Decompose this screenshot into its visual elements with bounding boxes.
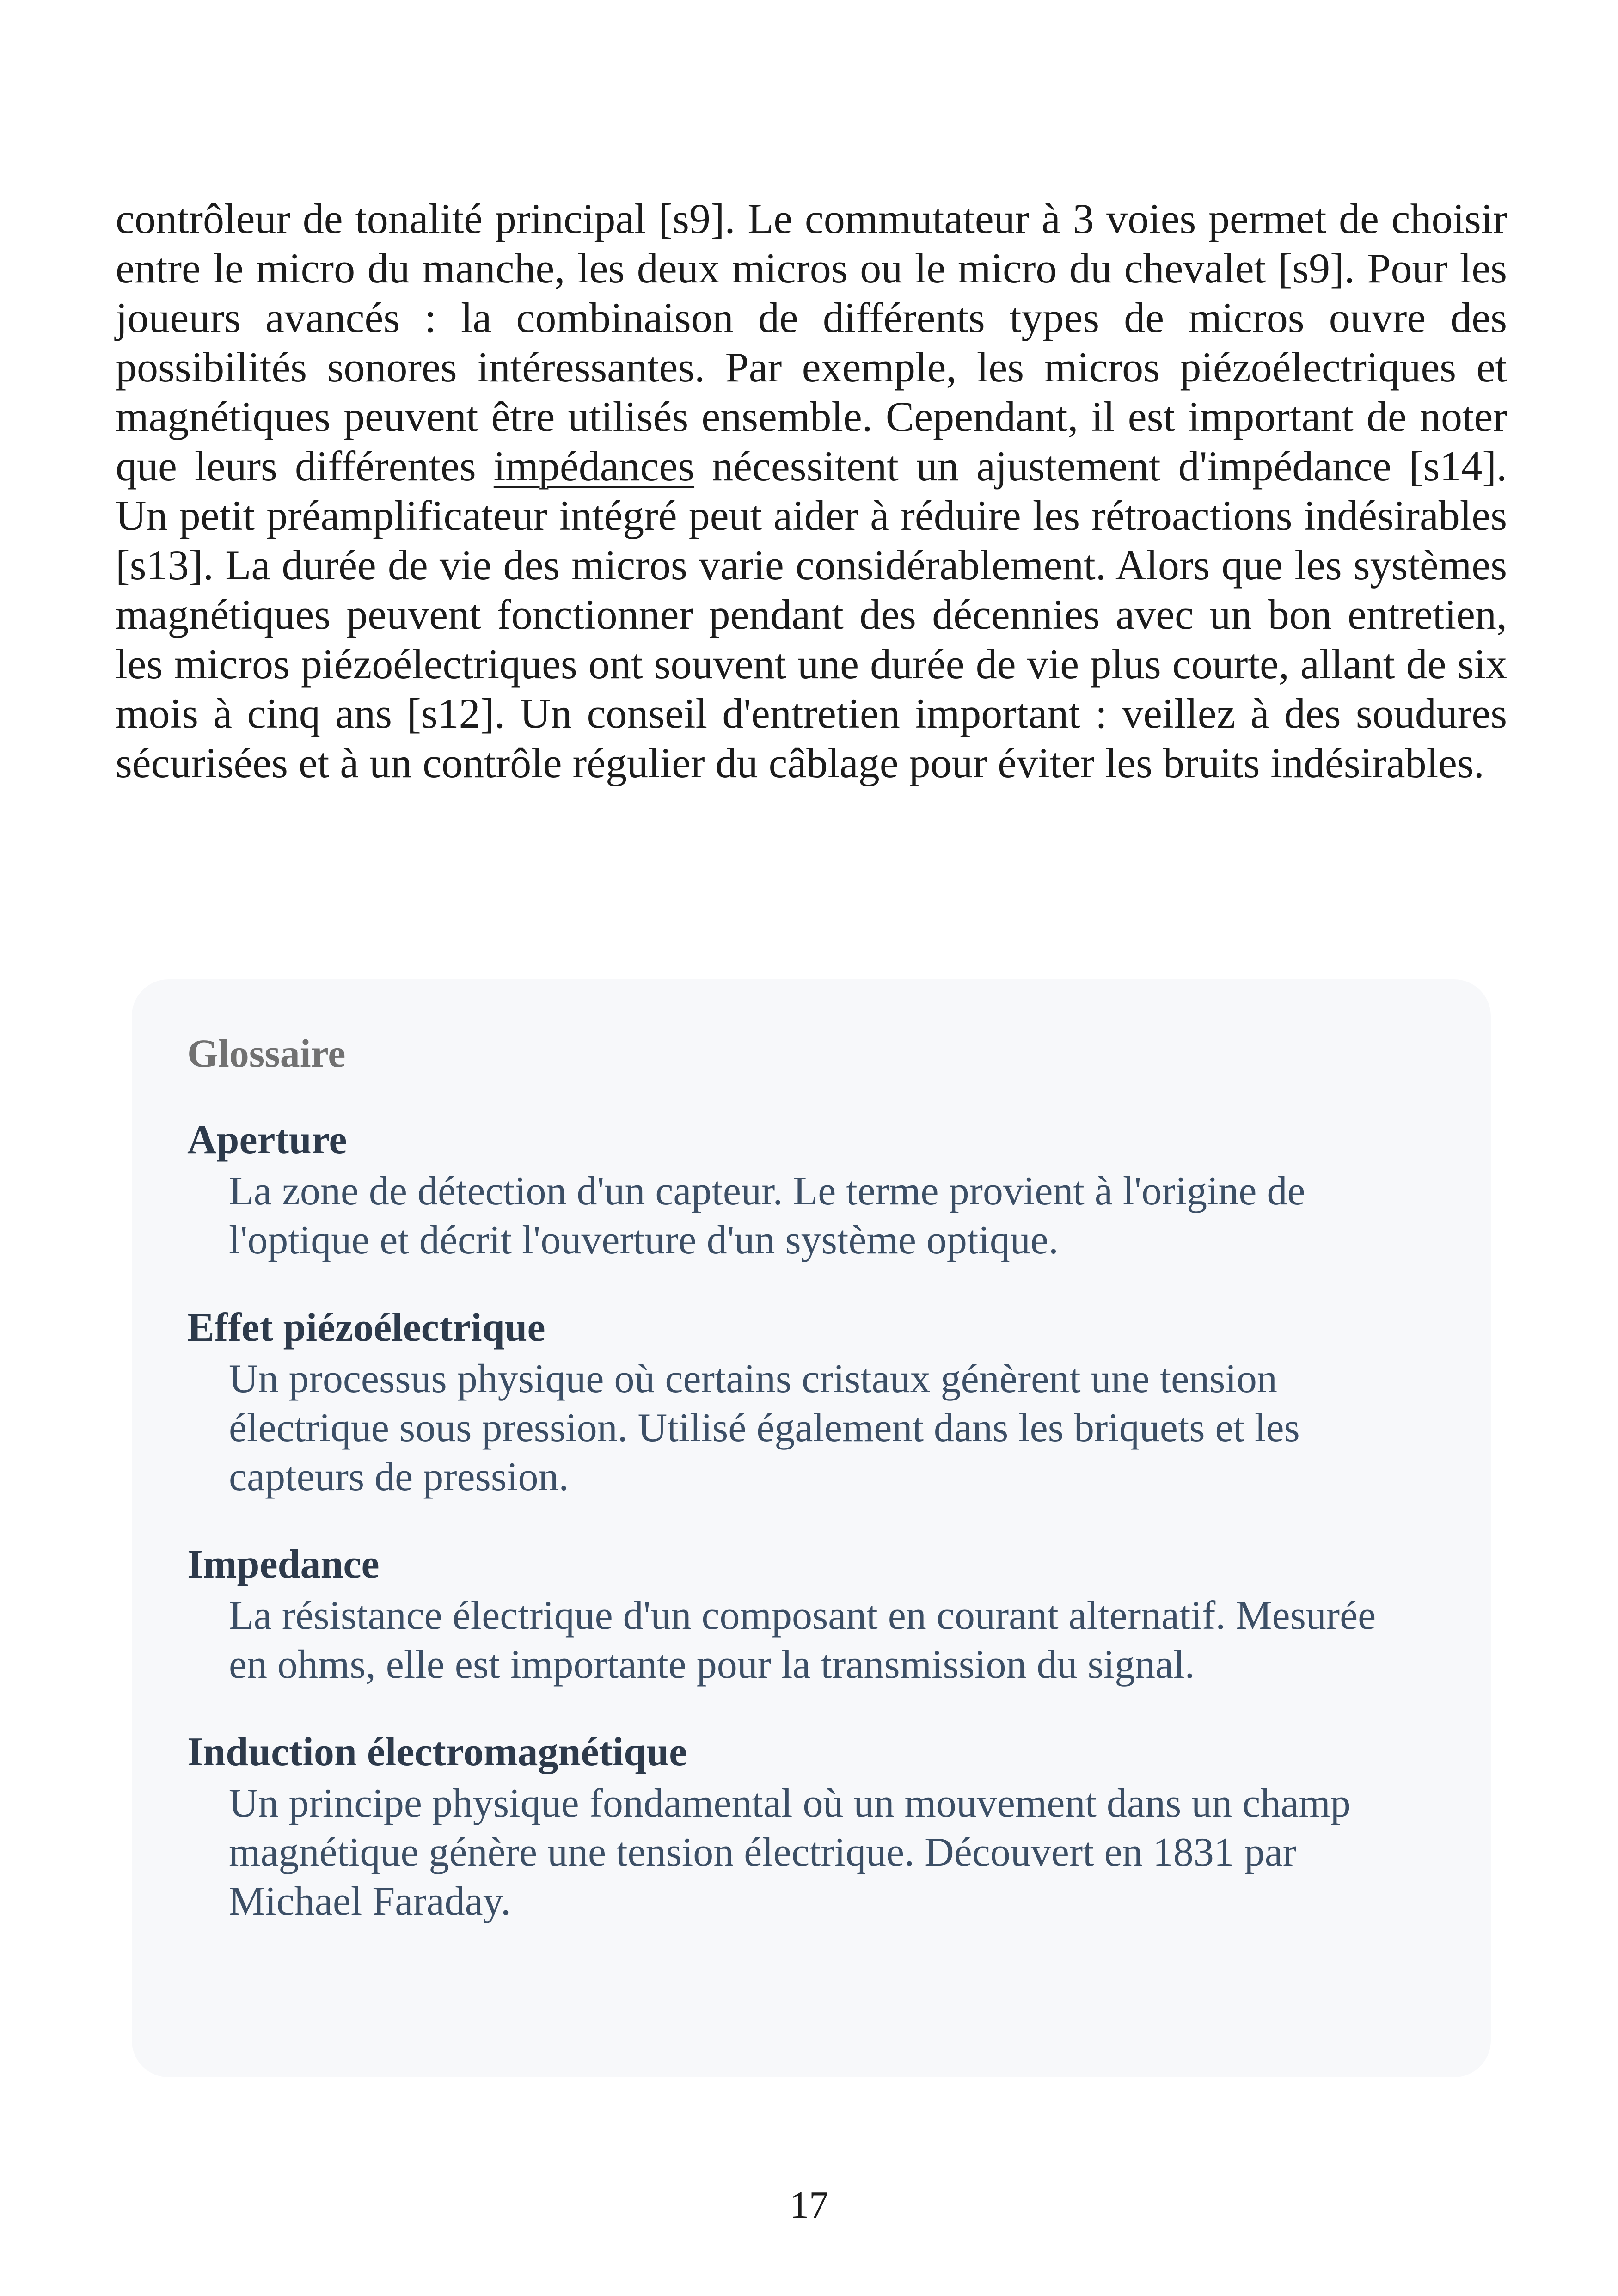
glossary-definition: Un processus physique où certains cristaux génèrent une tension électrique sous pression. Utilisé également dans les briquets et les capteurs de pression. <box>229 1357 1300 1499</box>
glossary-term: Induction électromagnétique <box>187 1730 687 1774</box>
glossary-term: Aperture <box>187 1117 347 1162</box>
glossary-box <box>132 979 1491 2077</box>
glossary-definition: La résistance électrique d'un composant en courant alternatif. Mesurée en ohms, elle est importante pour la transmission du signal. <box>229 1593 1376 1687</box>
body-paragraph <box>116 194 1507 788</box>
glossary-term: Impedance <box>187 1542 380 1587</box>
glossary-definition: Un principe physique fondamental où un mouvement dans un champ magnétique génère une tension électrique. Découvert en 1831 par Michael Faraday. <box>229 1781 1351 1924</box>
glossary-entry <box>187 1116 1435 1265</box>
glossary-entry <box>187 1304 1435 1502</box>
glossary-term: Effet piézoélectrique <box>187 1305 545 1350</box>
impedance-link[interactable]: impédances <box>493 442 695 490</box>
glossary-entry <box>187 1728 1435 1926</box>
glossary-title: Glossaire <box>187 1031 346 1075</box>
glossary-definition: La zone de détection d'un capteur. Le terme provient à l'origine de l'optique et décrit l'ouverture d'un système optique. <box>229 1169 1305 1263</box>
body-text-end: nécessitent un ajustement d'impédance [s14]. Un petit préamplificateur intégré peut aider à réduire les rétroactions indésirables [s13]. La durée de vie des micros varie considérablement. Alors que les systèmes magnétiques peuvent fonctionner pendant des décennies avec un bon entretien, les micros piézoélectriques ont souvent une durée de vie plus courte, allant de six mois à cinq ans [s12]. Un conseil d'entretien important : veillez à des soudures sécurisées et à un contrôle régulier du câblage pour éviter les bruits indésirables. <box>116 442 1508 786</box>
page-number: 17 <box>790 2184 828 2227</box>
body-text-start: contrôleur de tonalité principal [s9]. Le commutateur à 3 voies permet de choisir entre le micro du manche, les deux micros ou le micro du chevalet [s9]. Pour les joueurs avancés : la combinaison de différents types de micros ouvre des possibilités sonores intéressantes. Par exemple, les micros piézoélectriques et magnétiques peuvent être utilisés ensemble. Cependant, il est important de noter que leurs différentes <box>116 195 1507 490</box>
glossary-entry <box>187 1541 1435 1689</box>
